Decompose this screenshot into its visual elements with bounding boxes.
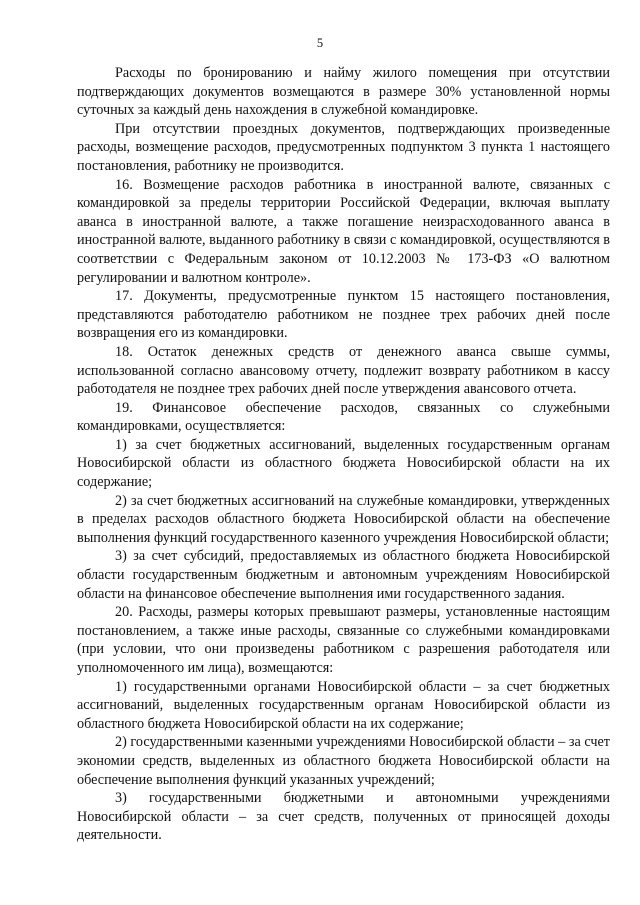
paragraph-housing-expenses: Расходы по бронированию и найму жилого помещения при отсутствии подтверждающих документов возмещаются в размере 30% установленной нормы суточных за каждый день нахождения в служебной командировке. <box>77 65 610 119</box>
paragraph-20-excess-expenses: 20. Расходы, размеры которых превышают размеры, установленные настоящим постановлением, а также иные расходы, связанные со служебными командировками (при условии, что они произведены работником с разрешения работодателя или уполномоченного им лица), возмещаются: <box>77 604 610 676</box>
paragraph-19-item-1: 1) за счет бюджетных ассигнований, выделенных государственным органам Новосибирской области из областного бюджета Новосибирской области на их содержание; <box>77 436 610 491</box>
paragraph-20-item-1: 1) государственными органами Новосибирской области – за счет бюджетных ассигнований, выделенных государственным органам Новосибирской области из областного бюджета Новосибирской области на их содержание; <box>77 678 610 732</box>
paragraph-16-foreign-currency: 16. Возмещение расходов работника в иностранной валюте, связанных с командировкой за пределы территории Российской Федерации, включая выплату аванса в иностранной валюте, а также погашение неизрасходованного аванса в иностранной валюте, выданного работнику в связи с командировкой, осуществляются в соответствии с Федеральным законом от 10.12.2003 № 173-ФЗ «О валютном регулировании и валютном контроле». <box>77 176 610 286</box>
paragraph-17-documents: 17. Документы, предусмотренные пунктом 15 настоящего постановления, представляются работодателю работником не позднее трех рабочих дней после возвращения его из командировки. <box>77 288 610 342</box>
paragraph-travel-documents: При отсутствии проездных документов, подтверждающих произведенные расходы, возмещение расходов, предусмотренных подпунктом 3 пункта 1 настоящего постановления, работнику не производится. <box>77 120 610 174</box>
paragraph-18-advance-balance: 18. Остаток денежных средств от денежного аванса свыше суммы, использованной согласно авансовому отчету, подлежит возврату работником в кассу работодателя не позднее трех рабочих дней после утверждения авансового отчета. <box>77 343 610 398</box>
paragraph-19-item-2: 2) за счет бюджетных ассигнований на служебные командировки, утвержденных в пределах расходов областного бюджета Новосибирской области на обеспечение выполнения функций государственного казенного учреждения Новосибирской области; <box>77 492 610 546</box>
paragraph-20-item-3: 3) государственными бюджетными и автономными учреждениями Новосибирской области – за счет средств, полученных от приносящей доходы деятельности. <box>77 790 610 844</box>
document-body <box>77 64 610 845</box>
page-number: 5 <box>316 36 324 50</box>
paragraph-20-item-2: 2) государственными казенными учреждениями Новосибирской области – за счет экономии средств, выделенных из областного бюджета Новосибирской области на обеспечение выполнения функций указанных учреждений; <box>77 734 610 788</box>
paragraph-19-financing: 19. Финансовое обеспечение расходов, связанных со служебными командировками, осуществляется: <box>77 399 610 435</box>
paragraph-19-item-3: 3) за счет субсидий, предоставляемых из областного бюджета Новосибирской области государственным бюджетным и автономным учреждениям Новосибирской области на финансовое обеспечение выполнения ими государственного задания. <box>77 548 610 602</box>
